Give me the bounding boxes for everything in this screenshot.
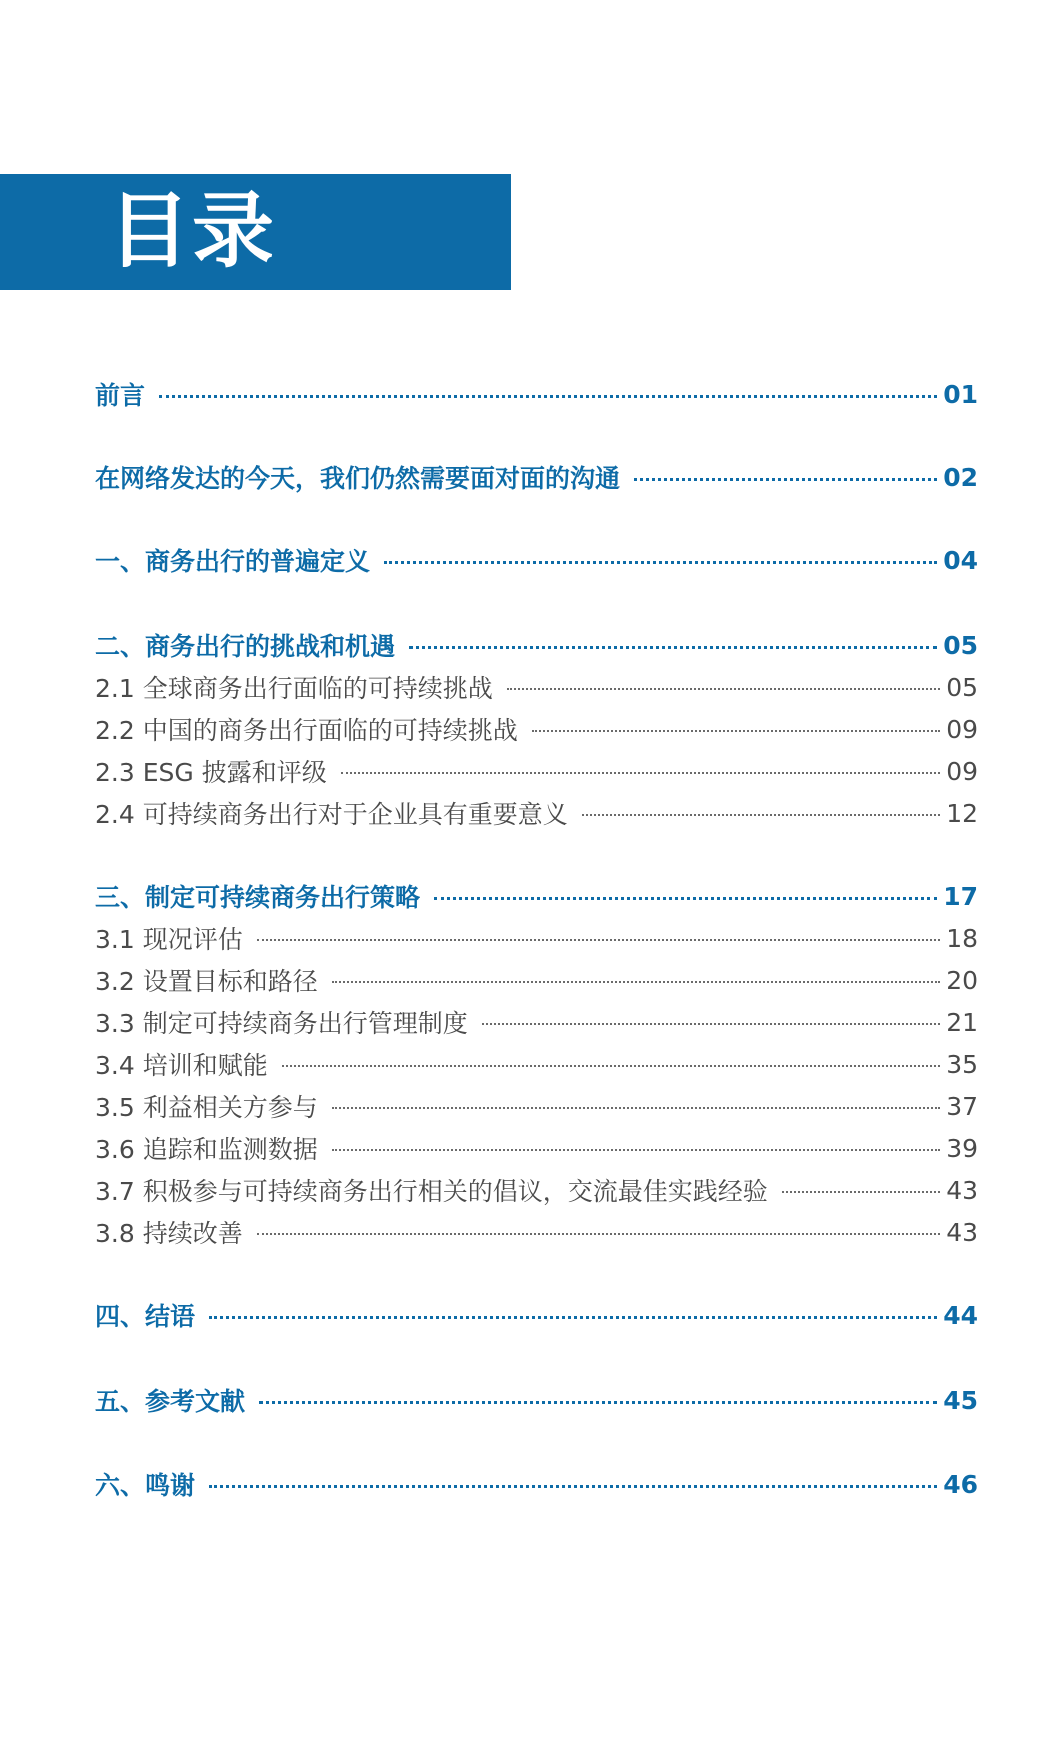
toc-dot-leader <box>257 939 940 941</box>
toc-section-label: 2.4 可持续商务出行对于企业具有重要意义 <box>95 800 568 829</box>
toc-chapter-4[interactable] <box>95 1297 978 1333</box>
toc-section-label: 2.1 全球商务出行面临的可持续挑战 <box>95 674 493 703</box>
title-banner <box>0 174 511 290</box>
toc-dot-leader <box>434 897 937 900</box>
toc-dot-leader <box>341 772 940 774</box>
toc-chapter-label: 六、鸣谢 <box>95 1471 196 1500</box>
toc-section-3-3[interactable] <box>95 1004 978 1040</box>
toc-dot-leader <box>332 1107 940 1109</box>
toc-section-label: 3.1 现况评估 <box>95 925 243 954</box>
toc-section-2-3[interactable] <box>95 753 978 789</box>
toc-chapter-label: 五、参考文献 <box>95 1387 246 1416</box>
toc-section-label: 3.8 持续改善 <box>95 1219 243 1248</box>
toc-dot-leader <box>582 814 940 816</box>
toc-chapter-label: 二、商务出行的挑战和机遇 <box>95 632 396 661</box>
toc-dot-leader <box>782 1191 940 1193</box>
toc-page-number: 02 <box>943 462 978 492</box>
toc-section-3-7[interactable] <box>95 1172 978 1208</box>
toc-section-3-8[interactable] <box>95 1214 978 1250</box>
toc-dot-leader <box>634 478 937 481</box>
toc-section-label: 3.4 培训和赋能 <box>95 1051 268 1080</box>
toc-page-number: 43 <box>946 1175 978 1205</box>
toc-section-label: 2.3 ESG 披露和评级 <box>95 758 327 787</box>
toc-section-2-1[interactable] <box>95 669 978 705</box>
toc-section-3-1[interactable] <box>95 920 978 956</box>
toc-chapter-label: 三、制定可持续商务出行策略 <box>95 883 421 912</box>
toc-page-number: 21 <box>946 1007 978 1037</box>
toc-section-3-5[interactable] <box>95 1088 978 1124</box>
toc-section-label: 3.3 制定可持续商务出行管理制度 <box>95 1009 468 1038</box>
toc-dot-leader <box>482 1023 940 1025</box>
toc-dot-leader <box>209 1485 937 1488</box>
toc-page-number: 37 <box>946 1091 978 1121</box>
toc-page-number: 18 <box>946 923 978 953</box>
toc-page-number: 35 <box>946 1049 978 1079</box>
toc-section-2-2[interactable] <box>95 711 978 747</box>
toc-section-label: 2.2 中国的商务出行面临的可持续挑战 <box>95 716 518 745</box>
page-title: 目录 <box>108 184 277 279</box>
toc-section-2-4[interactable] <box>95 795 978 831</box>
toc-dot-leader <box>259 1401 937 1404</box>
toc-section-label: 3.6 追踪和监测数据 <box>95 1135 318 1164</box>
toc-page-number: 39 <box>946 1133 978 1163</box>
toc-page-number: 01 <box>943 379 978 409</box>
toc-dot-leader <box>257 1233 940 1235</box>
toc-dot-leader <box>332 981 940 983</box>
toc-dot-leader <box>532 730 940 732</box>
toc-page-number: 05 <box>946 672 978 702</box>
toc-chapter-5[interactable] <box>95 1382 978 1418</box>
toc-section-label: 3.7 积极参与可持续商务出行相关的倡议，交流最佳实践经验 <box>95 1177 768 1206</box>
toc-dot-leader <box>209 1316 937 1319</box>
toc-dot-leader <box>409 646 937 649</box>
toc-dot-leader <box>384 561 937 564</box>
toc-chapter-1[interactable] <box>95 542 978 578</box>
toc-page-number: 17 <box>943 881 978 911</box>
toc-chapter-label: 前言 <box>95 381 146 410</box>
toc-dot-leader <box>282 1065 940 1067</box>
toc-page-number: 05 <box>943 630 978 660</box>
toc-page-number: 46 <box>943 1469 978 1499</box>
toc-page-number: 45 <box>943 1385 978 1415</box>
toc-page-number: 09 <box>946 756 978 786</box>
toc-section-3-6[interactable] <box>95 1130 978 1166</box>
toc-page-number: 04 <box>943 545 978 575</box>
toc-dot-leader <box>159 395 937 398</box>
toc-chapter-label: 在网络发达的今天，我们仍然需要面对面的沟通 <box>95 464 621 493</box>
toc-page-number: 44 <box>943 1300 978 1330</box>
toc-page-number: 43 <box>946 1217 978 1247</box>
toc-page-number: 20 <box>946 965 978 995</box>
toc-section-3-4[interactable] <box>95 1046 978 1082</box>
toc-chapter-6[interactable] <box>95 1466 978 1502</box>
toc-section-label: 3.5 利益相关方参与 <box>95 1093 318 1122</box>
toc-chapter-intro[interactable] <box>95 459 978 495</box>
toc-dot-leader <box>507 688 940 690</box>
toc-chapter-3[interactable] <box>95 878 978 914</box>
toc-page-number: 09 <box>946 714 978 744</box>
toc-chapter-2[interactable] <box>95 627 978 663</box>
toc-page-number: 12 <box>946 798 978 828</box>
toc-section-3-2[interactable] <box>95 962 978 998</box>
toc-chapter-label: 一、商务出行的普遍定义 <box>95 547 371 576</box>
toc-chapter-label: 四、结语 <box>95 1302 196 1331</box>
toc-chapter-preface[interactable] <box>95 376 978 412</box>
toc-dot-leader <box>332 1149 940 1151</box>
toc-section-label: 3.2 设置目标和路径 <box>95 967 318 996</box>
